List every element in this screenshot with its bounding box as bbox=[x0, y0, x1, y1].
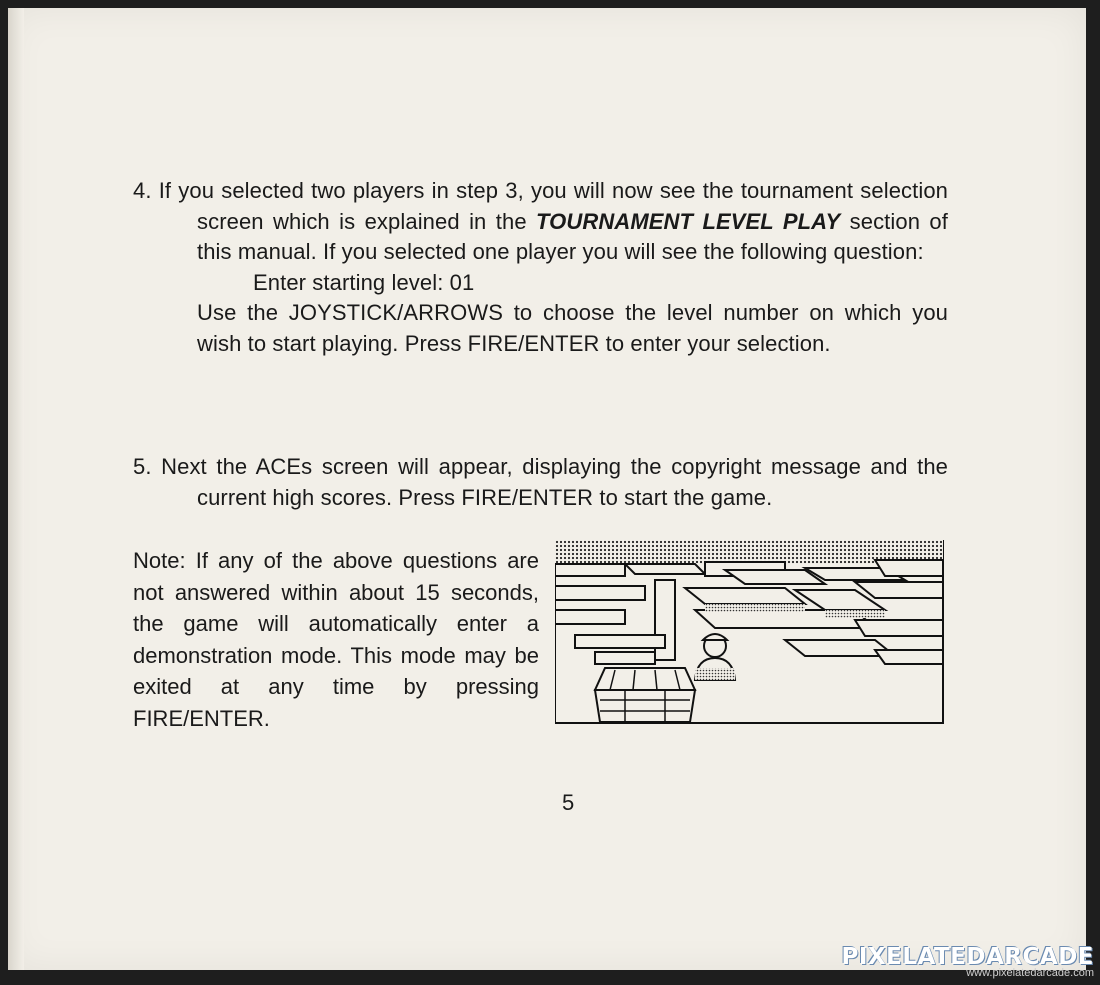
list-item-5 bbox=[133, 452, 948, 513]
watermark-logo: PIXELATEDARCADE bbox=[841, 944, 1094, 970]
watermark-url: www.pixelatedarcade.com bbox=[966, 967, 1094, 979]
item-4-text bbox=[133, 176, 948, 268]
page-number: 5 bbox=[562, 790, 575, 815]
item-4-instructions: Use the JOYSTICK/ARROWS to choose the level number on which you wish to start playing. Press FIRE/ENTER to enter your selection. bbox=[197, 300, 948, 356]
starting-level-prompt: Enter starting level: 01 bbox=[253, 269, 475, 295]
item-5-text: 5. Next the ACEs screen will appear, displaying the copyright message and the current high scores. Press FIRE/ENTER to start the game. bbox=[133, 454, 948, 510]
tournament-level-play-emphasis: TOURNAMENT LEVEL PLAY bbox=[536, 208, 841, 234]
note-paragraph: Note: If any of the above questions are not answered within about 15 seconds, the game will automatically enter a demonstration mode. This mode may be exited at any time by pressing FIRE/ENTER. bbox=[133, 548, 539, 731]
warehouse-maze-illustration bbox=[555, 540, 945, 725]
item-4-continuation: section of this manual. If you selected one player you will see the following question: bbox=[197, 208, 948, 264]
page-spine-shadow bbox=[8, 8, 24, 970]
pixelatedarcade-watermark bbox=[841, 944, 1094, 979]
item-4-intro: 4. If you selected two players in step 3, you will now see the tournament selection screen which is explained in the bbox=[133, 178, 948, 234]
list-item-4 bbox=[133, 176, 948, 359]
